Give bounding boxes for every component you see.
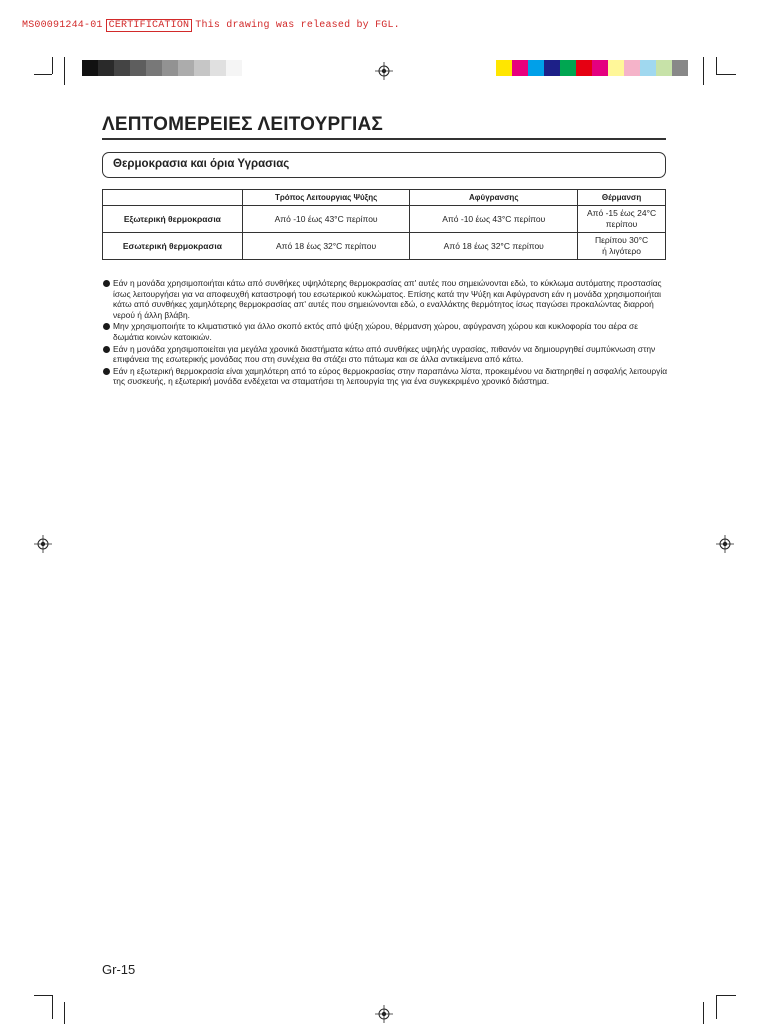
calibration-swatch [608,60,624,76]
crop-mark [64,57,65,85]
row-label: Εξωτερική θερμοκρασια [103,206,243,233]
calibration-swatch [496,60,512,76]
calibration-swatch [114,60,130,76]
crop-mark [716,57,717,74]
calibration-swatch [672,60,688,76]
calibration-swatch [592,60,608,76]
list-item [103,344,669,365]
table-header-cell: Θέρμανση [578,190,666,206]
cell-line: περίπου [605,219,638,229]
calibration-swatch [146,60,162,76]
table-row [103,233,666,260]
title-divider [102,138,666,140]
cell-line: ή λιγότερο [602,246,641,256]
crop-mark [703,57,704,85]
table-header-cell [103,190,243,206]
calibration-swatch [178,60,194,76]
bullet-icon [103,346,110,353]
cell-line: Από -15 έως 24°C [586,208,657,218]
calibration-swatch [656,60,672,76]
certification-label: CERTIFICATION [106,19,193,32]
table-cell: Από -10 έως 43°C περίπου [242,206,410,233]
table-header-cell: Τρόπος Λειτουργιας Ψύξης [242,190,410,206]
registration-mark-icon [34,535,52,553]
note-text: Εάν η εξωτερική θερμοκρασία είναι χαμηλότερη από το εύρος θερμοκρασίας στην παραπάνω λίστα, προκειμένου να διατηρηθεί η ασφαλής λειτουργία της συσκευής, η εξωτερική μονάδα ενδέχεται να σταματήσει τη λειτουργία της για ένα συγκεκριμένο χρονικό διάστημα. [113,365,668,387]
table-cell: Από -10 έως 43°C περίπου [410,206,578,233]
notes-list [103,278,669,388]
calibration-swatch [512,60,528,76]
calibration-swatch [194,60,210,76]
list-item [103,278,669,320]
row-label: Εσωτερική θερμοκρασια [103,233,243,260]
bullet-icon [103,280,110,287]
calibration-swatch [560,60,576,76]
crop-mark [716,995,717,1019]
list-item [103,366,669,387]
page-title: ΛΕΠΤΟΜΕΡΕΙΕΣ ΛΕΙΤΟΥΡΓΙΑΣ [102,114,383,135]
table-cell [578,233,666,260]
table-row [103,206,666,233]
cell-line: Περίπου 30°C [594,235,649,245]
release-note: This drawing was released by FGL. [195,20,400,31]
grayscale-calibration-bar [82,60,242,76]
crop-mark [716,74,736,75]
calibration-swatch [544,60,560,76]
note-text: Εάν η μονάδα χρησιμοποιείται για μεγάλα χρονικά διαστήματα κάτω από συνθήκες υψηλής υγρασίας, πιθανόν να δημιουργηθεί συμπύκνωση στην επιφάνεια της εσωτερικής μονάδας που στη συνέχεια θα στάζει στο πάτωμα και σε άλλα αντικείμενα από κάτω. [113,343,656,365]
crop-mark [64,1002,65,1024]
bullet-icon [103,323,110,330]
registration-mark-icon [375,62,393,80]
crop-mark [716,995,736,996]
page-number: Gr-15 [102,962,136,977]
crop-mark [52,57,53,74]
registration-mark-icon [375,1005,393,1023]
section-title: Θερμοκρασια και όρια Υγρασιας [113,158,290,170]
calibration-swatch [210,60,226,76]
table-cell: Από 18 έως 32°C περίπου [242,233,410,260]
table-cell [578,206,666,233]
print-header [22,20,400,31]
note-text: Μην χρησιμοποιήτε το κλιματιστικό για άλλο σκοπό εκτός από ψύξη χώρου, θέρμανση χώρου, αφύγρανση χώρου και κυκλοφορία του αέρα σε δωμάτια κοινών κατοικιών. [113,321,638,342]
calibration-swatch [162,60,178,76]
calibration-swatch [130,60,146,76]
calibration-swatch [98,60,114,76]
table-cell: Από 18 έως 32°C περίπου [410,233,578,260]
calibration-swatch [82,60,98,76]
registration-mark-icon [716,535,734,553]
crop-mark [703,1002,704,1024]
table-header-cell: Αφύγρανσης [410,190,578,206]
calibration-swatch [528,60,544,76]
table-header-row [103,190,666,206]
list-item [103,321,669,342]
crop-mark [34,995,52,996]
section-header [102,152,666,178]
calibration-swatch [624,60,640,76]
temperature-limits-table [102,189,666,260]
crop-mark [34,74,52,75]
calibration-swatch [640,60,656,76]
calibration-swatch [576,60,592,76]
calibration-swatch [226,60,242,76]
bullet-icon [103,368,110,375]
drawing-code: MS00091244-01 [22,20,103,31]
note-text: Εάν η μονάδα χρησιμοποιήται κάτω από συνθήκες υψηλότερης θερμοκρασίας απ' αυτές που σημειώνονται εδώ, το κύκλωμα αυτόματης προστασίας ίσως λειτουργήσει για να αποφευχθή καταστροφή του εσωτερικού κυκλώματος. Επίσης κατά την Ψύξη και Αφύγρανση εάν η μονάδα χρησιμοποιήται κάτω από συνθήκες χαμηλότερης θερμοκρασίας απ' αυτές που σημειώνονται εδώ, ο εναλλάκτης θερμότητος ίσως παγώσει προκαλώντας διαρροή νερού ή άλλη βλάβη. [113,278,662,320]
crop-mark [52,995,53,1019]
color-calibration-bar [496,60,688,76]
